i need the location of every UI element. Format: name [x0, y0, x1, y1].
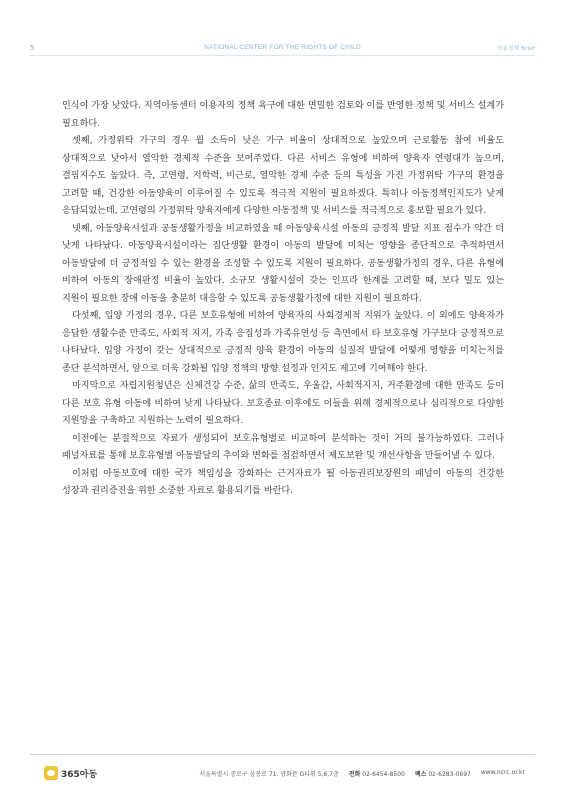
footer-phone-number: 02-6454-8500 [362, 771, 405, 778]
footer-phone-label: 전화 [348, 771, 361, 778]
page-number: 5 [30, 44, 35, 52]
paragraph-4: 다섯째, 입양 가정의 경우, 다른 보호유형에 비하여 양육자의 사회경제적 지위가 높았다. 이 외에도 양육자가 응답한 생활수준 만족도, 사회적 지지, 가족 응집성과 가족유연성 등 측면에서 타 보호유형 가구보다 긍정적으로 나타났다. 입양 가정이 갖는 상대적으로 긍정적 양육 환경이 아동의 실질적 발달에 어떻게 영향을 미치는지를 종단 분석하면서, 앞으로 더욱 강화될 입양 정책의 방향 설정과 인지도 제고에 기여해야 한다. [62, 311, 504, 374]
header-divider [30, 55, 535, 56]
paragraph-3: 넷째, 아동양육시설과 공동생활가정을 비교하였을 때 아동양육시설 아동의 긍정적 발달 지표 점수가 약간 더 낮게 나타났다. 아동양육시설이라는 집단생활 환경이 아동의 발달에 미치는 영향을 종단적으로 추적하면서 아동발달에 더 긍정적일 수 있는 환경을 조성할 수 있도록 지원이 필요하다. 공동생활가정의 경우, 다른 유형에 비하여 아동의 장애판정 비율이 높았다. 소규모 생활시설이 갖는 인프라 한계를 고려할 때, 보다 밀도 있는 지원이 필요한 장애 아동을 충분히 대응할 수 있도록 공동생활가정에 대한 지원이 필요하다. [62, 223, 504, 304]
paragraph-1: 인식이 가장 낮았다. 지역아동센터 이용자의 정책 욕구에 대한 면밀한 검토와 이를 반영한 정책 및 서비스 설계가 필요하다. [62, 101, 504, 129]
footer-fax [415, 769, 471, 778]
footer-website-link[interactable]: www.ncrc.or.kr [480, 769, 525, 776]
paragraph-7: 이처럼 아동보호에 대한 국가 책임성을 강화하는 근거자료가 될 아동권리보장원의 패널이 아동의 건강한 성장과 권리증진을 위한 소중한 자료로 활용되기를 바란다. [62, 468, 504, 496]
footer-address: 서울특별시 중로구 삼봉로 71, 광화문 G타워 5,6,7층 [199, 771, 339, 778]
footer-phone [349, 769, 405, 778]
header-brief-label: 아동정책 Brief [497, 46, 535, 52]
logo-badge-icon [44, 766, 58, 780]
footer-divider [30, 754, 535, 755]
organization-logo [44, 765, 97, 781]
footer-contact-info [199, 769, 525, 778]
footer-fax-label: 팩스 [414, 771, 427, 778]
logo-text: 365아동 [61, 769, 98, 780]
paragraph-6: 이전에는 분절적으로 자료가 생성되어 보호유형별로 비교하여 분석하는 것이 거의 불가능하였다. 그러나 패널자료를 통해 보호유형별 아동발달의 추이와 변화를 점검하면서 제도보완 및 개선사항을 만들어낼 수 있다. [62, 433, 504, 461]
paragraph-2: 셋째, 가정위탁 가구의 경우 월 소득이 낮은 가구 비율이 상대적으로 높았으며 근로활동 참여 비율도 상대적으로 낮아서 열악한 경제적 수준을 보여주었다. 다른 서비스 유형에 비하여 양육자 연령대가 높으며, 결핍지수도 높았다. 즉, 고연령, 저학력, 비근로, 열악한 경제 수준 등의 특성을 가진 가정위탁 가구의 환경을 고려할 때, 건강한 아동양육이 이루어질 수 있도록 적극적 지원이 필요하겠다. 특히나 아동정책인지도가 낮게 응답되었는데, 고연령의 가정위탁 양육자에게 다양한 아동정책 및 서비스를 적극적으로 홍보할 필요가 있다. [62, 136, 504, 216]
page-footer [44, 765, 525, 785]
document-body [62, 98, 504, 501]
header-title: NATIONAL CENTER FOR THE RIGHTS OF CHILD [204, 44, 361, 51]
paragraph-5: 마지막으로 자립지원청년은 신체건강 수준, 삶의 만족도, 우울감, 사회적지지, 거주환경에 대한 만족도 등이 다른 보호 유형 아동에 비하여 낮게 나타났다. 보호종료 이후에도 이들을 위해 경제적으로나 심리적으로 다양한 지원망을 구축하고 지원하는 노력이 필요하다. [62, 381, 504, 426]
footer-fax-number: 02-6283-0697 [428, 771, 471, 778]
